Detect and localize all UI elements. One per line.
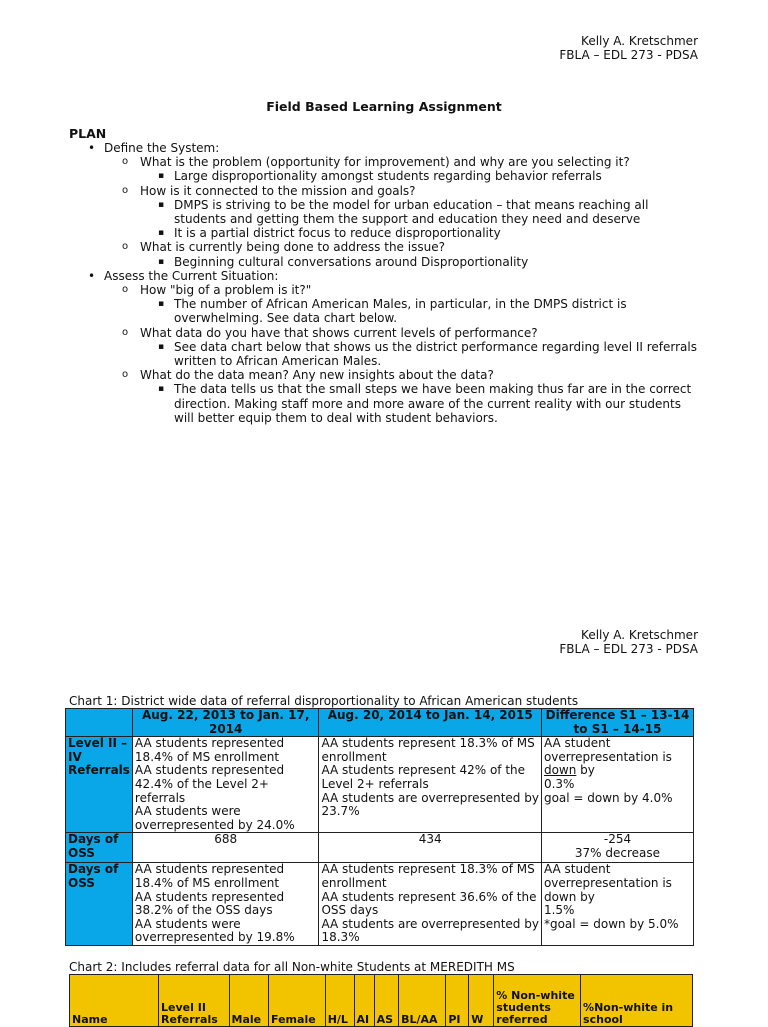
chart2-header-row [70, 975, 693, 1027]
plan-heading: PLAN [69, 126, 107, 141]
circle-bullet-icon: o [122, 326, 129, 338]
author-name: Kelly A. Kretschmer [581, 34, 698, 48]
page-header-top [559, 34, 698, 62]
chart2-header-ai: AI [354, 975, 374, 1027]
cell-oss-rep-2014: AA students represent 18.3% of MS enrollment AA students represent 36.6% of the OSS days AA students are overrepresented by 18.3% [319, 863, 541, 946]
outline-item-level2 [0, 326, 768, 340]
outline-item-level2 [0, 240, 768, 254]
row-label-referrals: Level II – IV Referrals [66, 737, 133, 833]
difference-text-post: by 0.3% goal = down by 4.0% [543, 763, 673, 805]
outline-item-text: What data do you have that shows current levels of performance? [140, 325, 538, 340]
square-bullet-icon: ▪ [158, 199, 165, 210]
chart2-header-male: Male [229, 975, 269, 1027]
chart2-table [69, 974, 693, 1027]
chart2-header-as: AS [374, 975, 398, 1027]
row-label-oss-days: Days of OSS [66, 833, 133, 863]
chart1-header-row [66, 709, 694, 737]
square-bullet-icon: ▪ [158, 384, 165, 395]
document-title: Field Based Learning Assignment [266, 99, 502, 114]
outline-item-level2 [0, 184, 768, 198]
page-header-second [559, 628, 698, 656]
outline-item-text: It is a partial district focus to reduce disproportionality [174, 226, 501, 241]
square-bullet-icon: ▪ [158, 299, 165, 310]
circle-bullet-icon: o [122, 241, 129, 253]
table-row [66, 833, 694, 863]
outline-item-level3 [0, 340, 768, 368]
difference-underlined-word: down [543, 763, 577, 778]
outline-item-level1 [0, 269, 768, 283]
square-bullet-icon: ▪ [158, 256, 165, 267]
cell-oss-2014: 434 [319, 833, 541, 863]
outline-item-text: How "big of a problem is it?" [140, 283, 312, 298]
outline-item-text: See data chart below that shows us the district performance regarding level II referrals written to African American Males. [174, 339, 697, 369]
circle-bullet-icon: o [122, 156, 129, 168]
outline-item-text: What is the problem (opportunity for improvement) and why are you selecting it? [140, 155, 630, 170]
author-name: Kelly A. Kretschmer [581, 628, 698, 642]
chart2-caption: Chart 2: Includes referral data for all Non-white Students at MEREDITH MS [69, 960, 515, 974]
outline-item-level3 [0, 226, 768, 240]
chart2-header-level2: Level II Referrals [159, 975, 230, 1027]
outline-item-level3 [0, 169, 768, 183]
bullet-icon: • [88, 141, 96, 155]
outline-item-level3 [0, 382, 768, 425]
chart1-header-blank [66, 709, 133, 737]
plan-outline [0, 141, 768, 425]
difference-text-pre: AA student overrepresentation is [543, 736, 672, 764]
chart2-header-pct-school: %Non-white in school [581, 975, 693, 1027]
square-bullet-icon: ▪ [158, 171, 165, 182]
course-code: FBLA – EDL 273 - PDSA [559, 48, 698, 62]
chart2-header-pi: PI [446, 975, 469, 1027]
chart1-header-period2: Aug. 20, 2014 to Jan. 14, 2015 [319, 709, 541, 737]
chart2-header-blaa: BL/AA [399, 975, 446, 1027]
chart2-header-name: Name [70, 975, 159, 1027]
cell-oss-2013: 688 [132, 833, 319, 863]
cell-referrals-2013: AA students represented 18.4% of MS enrollment AA students represented 42.4% of the Level 2+ referrals AA students were overrepresented by 24.0% [132, 737, 319, 833]
outline-item-text: What is currently being done to address the issue? [140, 240, 445, 255]
outline-item-level2 [0, 283, 768, 297]
outline-item-text: Beginning cultural conversations around Disproportionality [174, 254, 529, 269]
chart2-header-pct-referred: % Non-white students referred [494, 975, 581, 1027]
cell-referrals-2014: AA students represent 18.3% of MS enrollment AA students represent 42% of the Level 2+ referrals AA students are overrepresented by 23.7% [319, 737, 541, 833]
outline-item-text: The number of African American Males, in particular, in the DMPS district is overwhelming. See data chart below. [174, 297, 627, 326]
cell-referrals-difference [541, 737, 693, 833]
circle-bullet-icon: o [122, 369, 129, 381]
chart2-header-hl: H/L [325, 975, 354, 1027]
circle-bullet-icon: o [122, 184, 129, 196]
outline-item-level3 [0, 255, 768, 269]
chart1-caption: Chart 1: District wide data of referral disproportionality to African American students [69, 694, 579, 708]
circle-bullet-icon: o [122, 284, 129, 296]
table-row [66, 737, 694, 833]
bullet-icon: • [88, 268, 96, 283]
chart1-header-difference: Difference S1 – 13-14 to S1 – 14-15 [541, 709, 693, 737]
outline-item-text: DMPS is striving to be the model for urban education – that means reaching all students and getting them the support and education they need and deserve [174, 197, 649, 227]
chart2-header-w: W [469, 975, 494, 1027]
outline-item-level2 [0, 368, 768, 382]
outline-item-level3 [0, 198, 768, 226]
cell-oss-rep-2013: AA students represented 18.4% of MS enrollment AA students represented 38.2% of the OSS days AA students were overrepresented by 19.8% [132, 863, 319, 946]
chart1-header-period1: Aug. 22, 2013 to Jan. 17, 2014 [132, 709, 319, 737]
outline-item-text: Define the System: [104, 141, 220, 155]
cell-oss-rep-difference: AA student overrepresentation is down by 1.5% *goal = down by 5.0% [541, 863, 693, 946]
outline-item-text: Large disproportionality amongst students regarding behavior referrals [174, 169, 602, 184]
square-bullet-icon: ▪ [158, 341, 165, 352]
chart2-header-female: Female [269, 975, 326, 1027]
course-code: FBLA – EDL 273 - PDSA [559, 642, 698, 656]
outline-item-level1 [0, 141, 768, 155]
square-bullet-icon: ▪ [158, 228, 165, 239]
cell-oss-difference: -254 37% decrease [541, 833, 693, 863]
outline-item-level3 [0, 297, 768, 325]
chart1-table [65, 708, 694, 946]
outline-item-text: The data tells us that the small steps we have been making thus far are in the correct direction. Making staff more and more aware of the current reality with our students will better equip them to deal with student behaviors. [174, 382, 692, 425]
outline-item-text: Assess the Current Situation: [104, 268, 279, 283]
outline-item-text: What do the data mean? Any new insights about the data? [140, 368, 494, 383]
outline-item-level2 [0, 155, 768, 169]
table-row [66, 863, 694, 946]
outline-item-text: How is it connected to the mission and goals? [140, 183, 416, 198]
row-label-oss-days-representation: Days of OSS [66, 863, 133, 946]
